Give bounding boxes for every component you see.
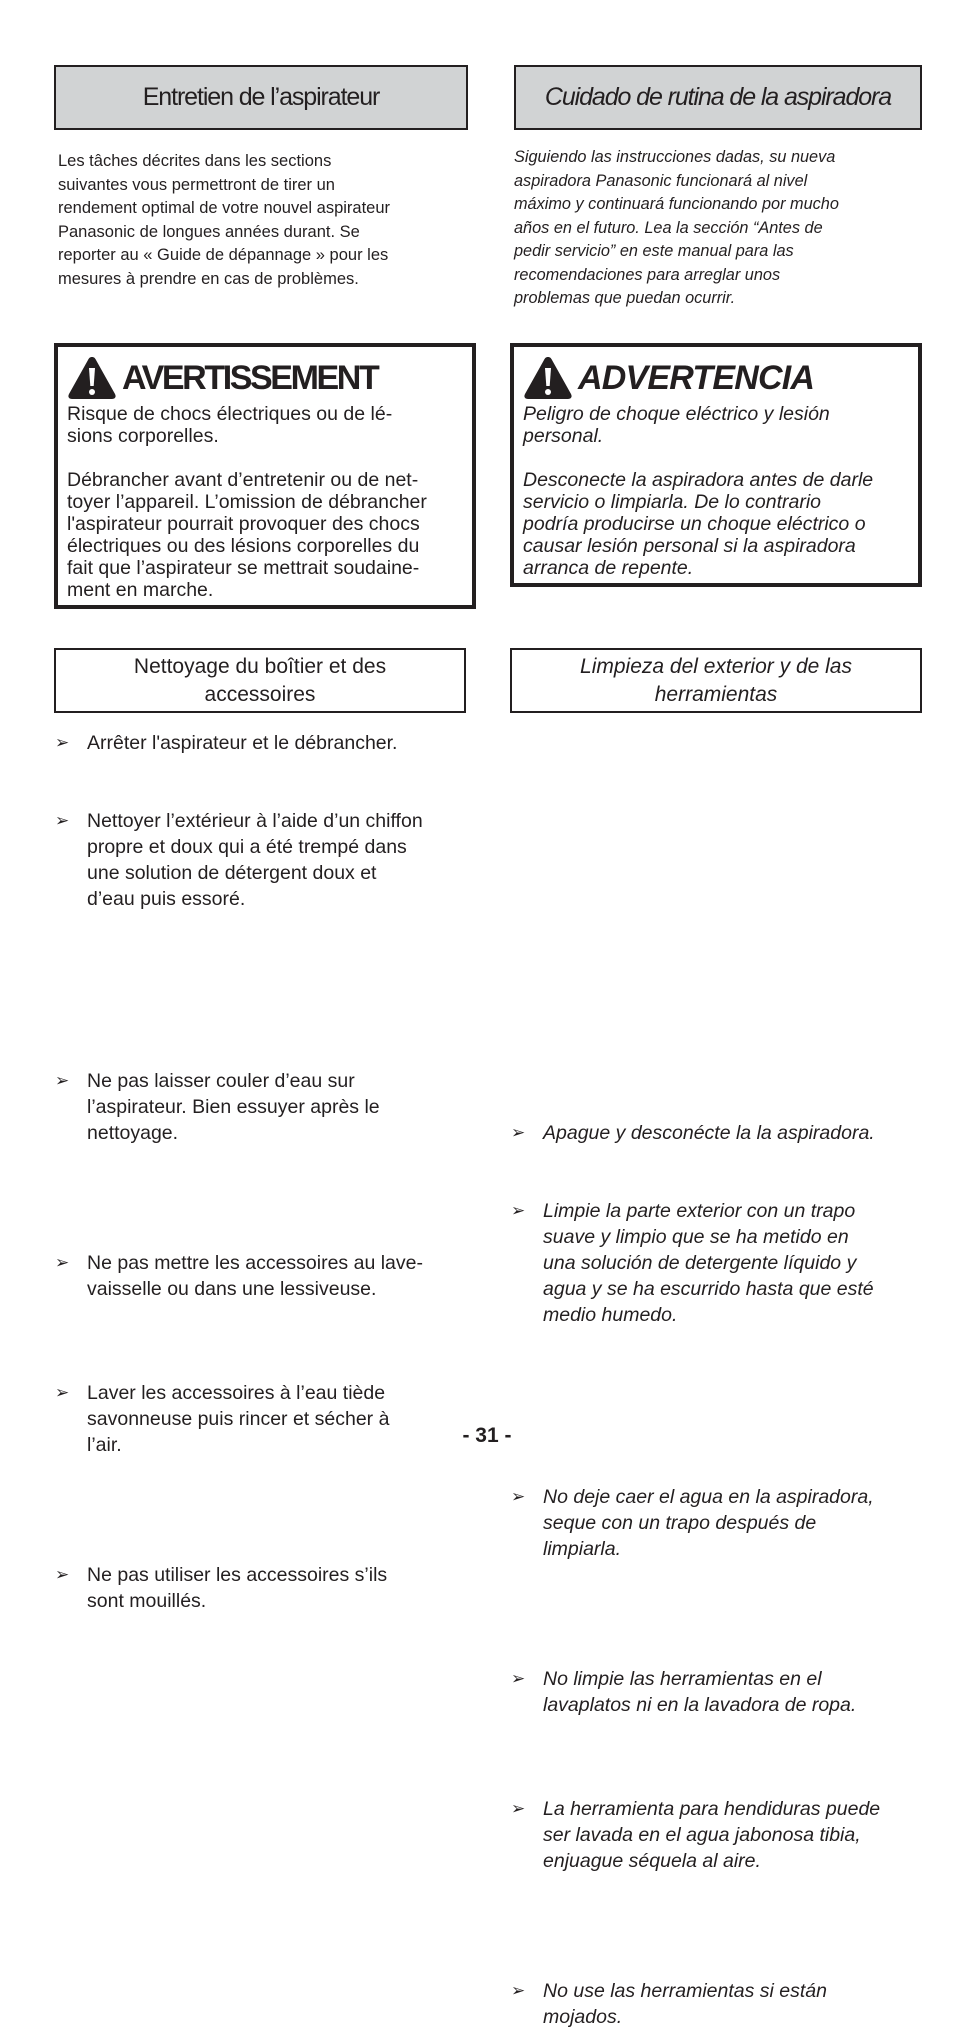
warning-box-fr — [54, 343, 476, 609]
intro-line: aspiradora Panasonic funcionará al nivel — [514, 171, 808, 190]
bullet-line: No use las herramientas si están — [543, 1980, 827, 2002]
warning-line: fait que l’aspirateur se mettrait soudaine- — [67, 557, 420, 579]
bullet-arrow-icon: ➢ — [55, 1383, 70, 1402]
intro-line: mesures à prendre en cas de problèmes. — [58, 269, 359, 288]
bullet-line: suave y limpio que se ha metido en — [543, 1226, 849, 1248]
intro-line: Les tâches décrites dans les sections — [58, 152, 332, 170]
subsection-line: herramientas — [654, 682, 778, 706]
bullet-line: La herramienta para hendiduras puede — [543, 1798, 881, 1820]
bullet-line: Nettoyer l’extérieur à l’aide d’un chiffon — [87, 810, 423, 832]
bullet-line: Arrêter l'aspirateur et le débrancher. — [87, 732, 398, 754]
list-item — [55, 1068, 475, 1146]
bullet-line: une solution de détergent doux et — [87, 862, 377, 884]
intro-line: Panasonic de longues années durant. Se — [58, 222, 360, 241]
bullet-line: agua y se ha escurrido hasta que esté — [543, 1278, 874, 1300]
bullet-arrow-icon: ➢ — [511, 1487, 526, 1506]
bullet-arrow-icon: ➢ — [511, 1201, 526, 1220]
bullet-line: Apague y desconécte la la aspiradora. — [543, 1122, 875, 1144]
warning-box-es — [510, 343, 922, 587]
bullet-line: ser lavada en el agua jabonosa tibia, — [543, 1824, 861, 1846]
section-title-fr: Entretien de l’aspirateur — [54, 65, 468, 130]
intro-line: recomendaciones para arreglar unos — [514, 265, 781, 284]
warning-line: l'aspirateur pourrait provoquer des chocs — [67, 513, 420, 535]
warning-instruction-text — [67, 469, 466, 601]
bullet-line: No deje caer el agua en la aspiradora, — [543, 1486, 874, 1508]
bullet-arrow-icon: ➢ — [55, 733, 70, 752]
list-item — [511, 1198, 931, 1328]
list-item — [55, 1562, 475, 1614]
intro-line: años en el futuro. Lea la sección “Antes de — [514, 218, 823, 237]
warning-heading: ADVERTENCIA — [578, 358, 815, 397]
warning-line: arranca de repente. — [523, 557, 694, 579]
intro-line: problemas que puedan ocurrir. — [514, 289, 736, 307]
bullet-line: Laver les accessoires à l’eau tiède — [87, 1382, 386, 1404]
bullet-line: Limpie la parte exterior con un trapo — [543, 1200, 856, 1222]
bullet-arrow-icon: ➢ — [511, 1981, 526, 2000]
list-item — [511, 1978, 931, 2030]
warning-line: toyer l’appareil. L’omission de débrancher — [67, 491, 427, 513]
list-item — [55, 808, 475, 912]
list-item — [55, 1380, 475, 1458]
bullet-line: l’air. — [87, 1434, 122, 1456]
bullet-line: enjuague séquela al aire. — [543, 1850, 761, 1872]
intro-line: máximo y continuará funcionando por mucho — [514, 195, 839, 213]
bullet-arrow-icon: ➢ — [55, 1565, 70, 1584]
list-item — [511, 1796, 931, 1874]
bullet-line: sont mouillés. — [87, 1590, 207, 1612]
subsection-line: Limpieza del exterior y de las — [580, 654, 852, 678]
bullet-line: seque con un trapo después de — [543, 1512, 817, 1534]
intro-line: pedir servicio” en este manual para las — [514, 242, 794, 260]
subsection-line: Nettoyage du boîtier et des — [133, 654, 387, 678]
warning-line: ment en marche. — [67, 579, 214, 601]
warning-line: électriques ou des lésions corporelles du — [67, 535, 420, 557]
bullet-line: l’aspirateur. Bien essuyer après le — [87, 1096, 380, 1118]
warning-line: causar lesión personal si la aspiradora — [523, 535, 856, 557]
warning-line: Débrancher avant d’entretenir ou de net- — [67, 469, 419, 491]
warning-instruction-text — [523, 469, 912, 579]
warning-line: servicio o limpiarla. De lo contrario — [523, 491, 822, 513]
bullet-line: savonneuse puis rincer et sécher à — [87, 1408, 390, 1430]
intro-line: rendement optimal de votre nouvel aspirateur — [58, 199, 391, 217]
bullet-line: mojados. — [543, 2006, 623, 2028]
intro-paragraph-es — [514, 146, 922, 311]
bullet-line: medio humedo. — [543, 1304, 678, 1326]
bullet-line: Ne pas utiliser les accessoires s’ils — [87, 1564, 388, 1586]
intro-line: suivantes vous permettront de tirer un — [58, 175, 335, 194]
bullet-line: Ne pas laisser couler d’eau sur — [87, 1070, 355, 1092]
bullet-line: lavaplatos ni en la lavadora de ropa. — [543, 1694, 857, 1716]
warning-risk-text — [67, 403, 466, 447]
bullet-line: Ne pas mettre les accessoires au lave- — [87, 1252, 423, 1274]
list-item — [55, 1250, 475, 1302]
bullet-line: vaisselle ou dans une lessiveuse. — [87, 1278, 377, 1300]
intro-paragraph-fr — [58, 150, 468, 291]
bullet-line: No limpie las herramientas en el — [543, 1668, 822, 1690]
warning-heading: AVERTISSEMENT — [122, 358, 378, 397]
warning-line: sions corporelles. — [67, 425, 219, 447]
subsection-title-es — [510, 648, 922, 713]
warning-line: Desconecte la aspiradora antes de darle — [523, 469, 874, 491]
warning-line: podría producirse un choque eléctrico o — [523, 513, 866, 535]
warning-title-row — [523, 353, 912, 403]
bullet-arrow-icon: ➢ — [55, 1071, 70, 1090]
bullet-arrow-icon: ➢ — [55, 1253, 70, 1272]
list-item — [511, 1484, 931, 1562]
warning-line: personal. — [523, 425, 604, 447]
bullet-line: limpiarla. — [543, 1538, 622, 1560]
subsection-line: accessoires — [204, 682, 316, 706]
warning-triangle-icon — [67, 355, 117, 401]
section-title-es: Cuidado de rutina de la aspiradora — [514, 65, 922, 130]
bullet-arrow-icon: ➢ — [511, 1799, 526, 1818]
bullet-arrow-icon: ➢ — [55, 811, 70, 830]
bullet-line: nettoyage. — [87, 1122, 179, 1144]
bullet-line: propre et doux qui a été trempé dans — [87, 836, 407, 858]
page-number: - 31 - — [462, 1424, 512, 1447]
warning-line: Risque de chocs électriques ou de lé- — [67, 403, 393, 425]
list-item — [511, 1120, 931, 1146]
subsection-title-fr — [54, 648, 466, 713]
bullet-line: d’eau puis essoré. — [87, 888, 246, 910]
warning-triangle-icon — [523, 355, 573, 401]
warning-risk-text — [523, 403, 912, 447]
list-item — [511, 1666, 931, 1718]
bullet-arrow-icon: ➢ — [511, 1669, 526, 1688]
list-item — [55, 730, 475, 756]
bullet-line: una solución de detergente líquido y — [543, 1252, 857, 1274]
bullet-arrow-icon: ➢ — [511, 1123, 526, 1142]
warning-title-row — [67, 353, 466, 403]
intro-line: reporter au « Guide de dépannage » pour les — [58, 246, 389, 264]
intro-line: Siguiendo las instrucciones dadas, su nueva — [514, 148, 836, 166]
warning-line: Peligro de choque eléctrico y lesión — [523, 403, 830, 425]
